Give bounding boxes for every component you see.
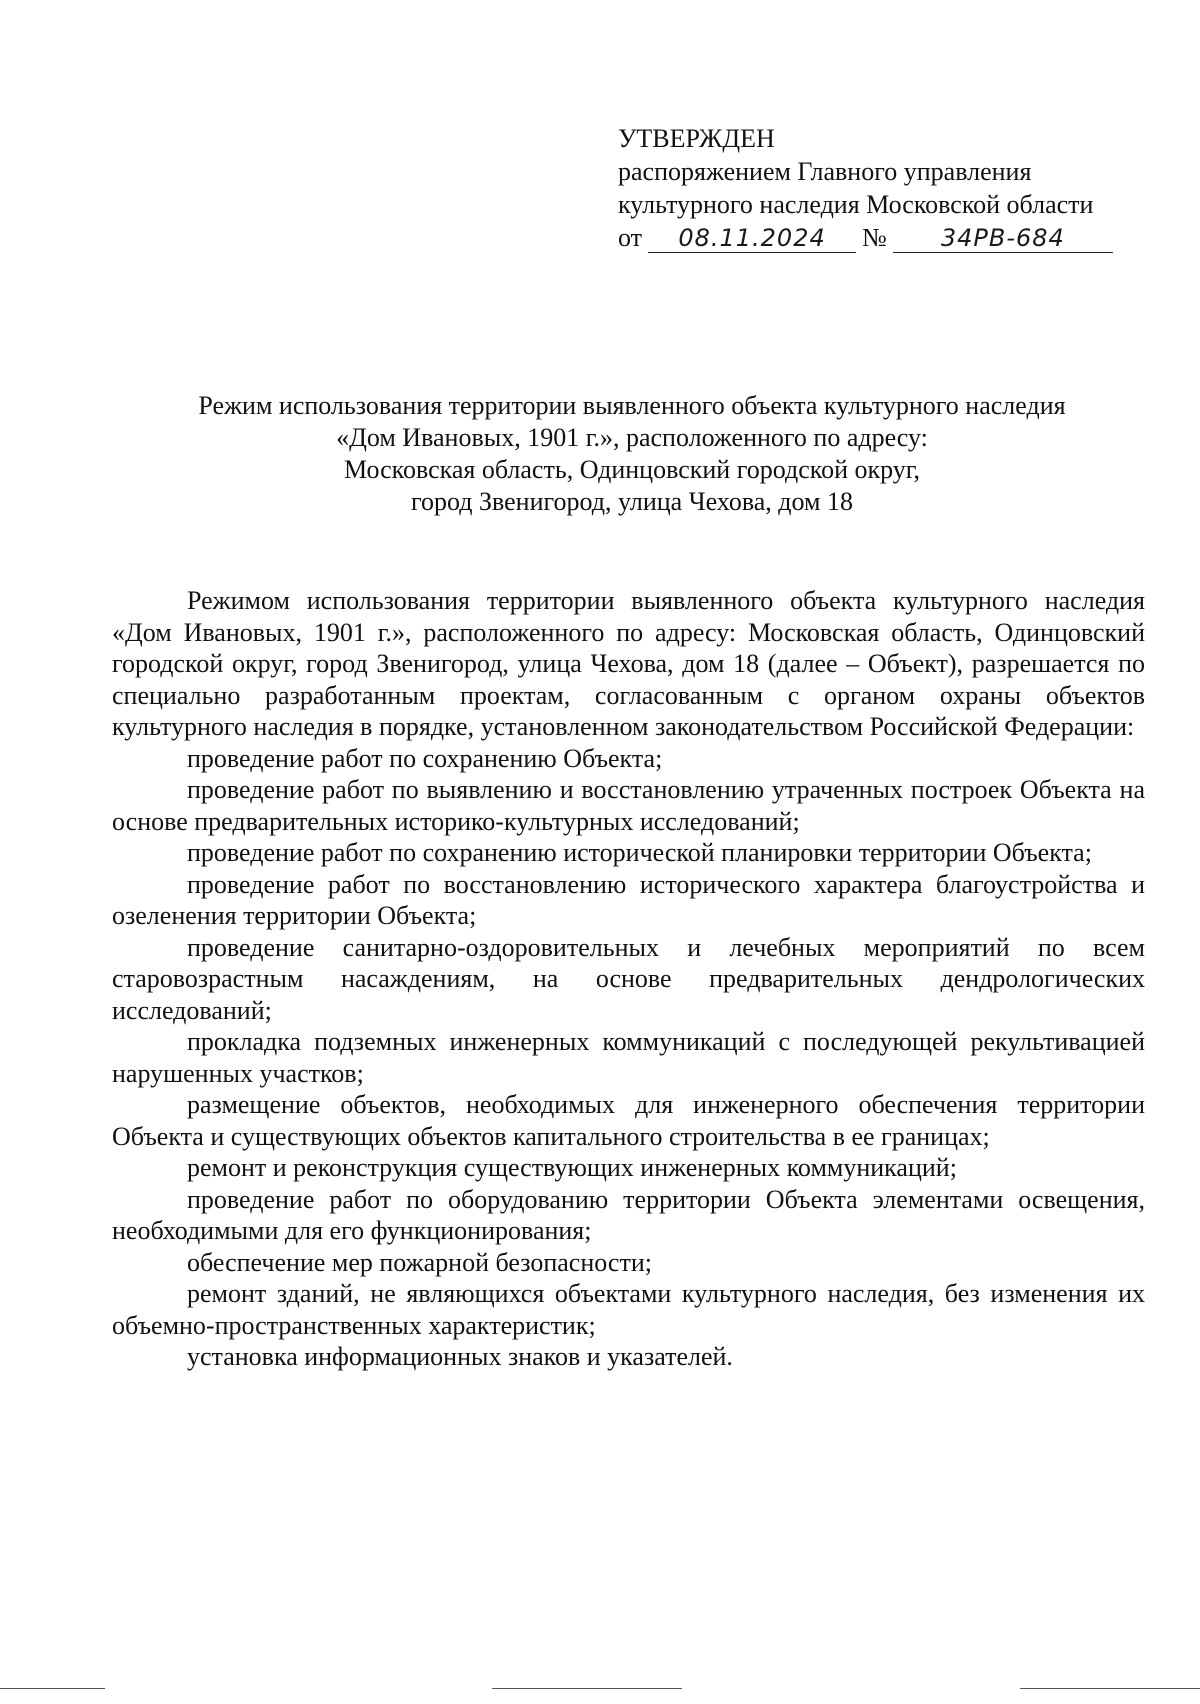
title-line-4: город Звенигород, улица Чехова, дом 18 [411,487,853,516]
list-item: ремонт и реконструкция существующих инженерных коммуникаций; [187,1153,957,1182]
from-label: от [618,223,643,252]
list-item: проведение санитарно-оздоровительных и лечебных мероприятий по всем старовозрастным насаждениям, на основе предварительных дендрологических исследований; [112,932,1145,1025]
approval-line-2: культурного наследия Московской области [618,190,1094,219]
approval-line-1: распоряжением Главного управления [618,157,1032,186]
paragraph-intro: Режимом использования территории выявленного объекта культурного наследия «Дом Ивановых, 1901 г.», расположенного по адресу: Московская область, Одинцовский городской округ, город Звенигород, улица Чехова, дом 18 (далее – Объект), разрешается по специально разработанным проектам, согласованным с органом охраны объектов культурного наследия в порядке, установленном законодательством Российской Федерации: [112,586,1145,741]
footer-line-right [1020,1688,1200,1689]
approval-block [618,122,1138,254]
list-item: проведение работ по выявлению и восстановлению утраченных построек Объекта на основе предварительных историко-культурных исследований; [112,775,1145,836]
list-item: проведение работ по сохранению исторической планировки территории Объекта; [187,838,1092,867]
footer-line-center [492,1688,682,1689]
list-item: проведение работ по оборудованию территории Объекта элементами освещения, необходимыми для его функционирования; [112,1184,1145,1245]
title-line-1: Режим использования территории выявленного объекта культурного наследия [198,391,1066,420]
document-body [112,585,1145,1373]
list-item: установка информационных знаков и указателей. [187,1342,733,1371]
list-item: обеспечение мер пожарной безопасности; [187,1247,652,1277]
list-item: проведение работ по восстановлению исторического характера благоустройства и озеленения территории Объекта; [112,869,1145,930]
title-line-3: Московская область, Одинцовский городской округ, [343,455,921,484]
list-item: размещение объектов, необходимых для инженерного обеспечения территории Объекта и существующих объектов капитального строительства в ее границах; [112,1090,1145,1151]
list-item: прокладка подземных инженерных коммуникаций с последующей рекультивацией нарушенных участков; [112,1027,1145,1088]
number-label: № [862,223,887,252]
list-item: ремонт зданий, не являющихся объектами культурного наследия, без изменения их объемно-пространственных характеристик; [112,1279,1145,1340]
document-title [112,390,1152,518]
handwritten-number: 34РВ-684 [893,224,1113,253]
title-line-2: «Дом Ивановых, 1901 г.», расположенного по адресу: [336,423,928,452]
approval-heading: УТВЕРЖДЕН [618,124,775,153]
handwritten-date: 08.11.2024 [648,224,856,253]
footer-line-left [0,1688,105,1689]
approval-date-number-line [618,221,1138,254]
list-item: проведение работ по сохранению Объекта; [187,743,663,773]
